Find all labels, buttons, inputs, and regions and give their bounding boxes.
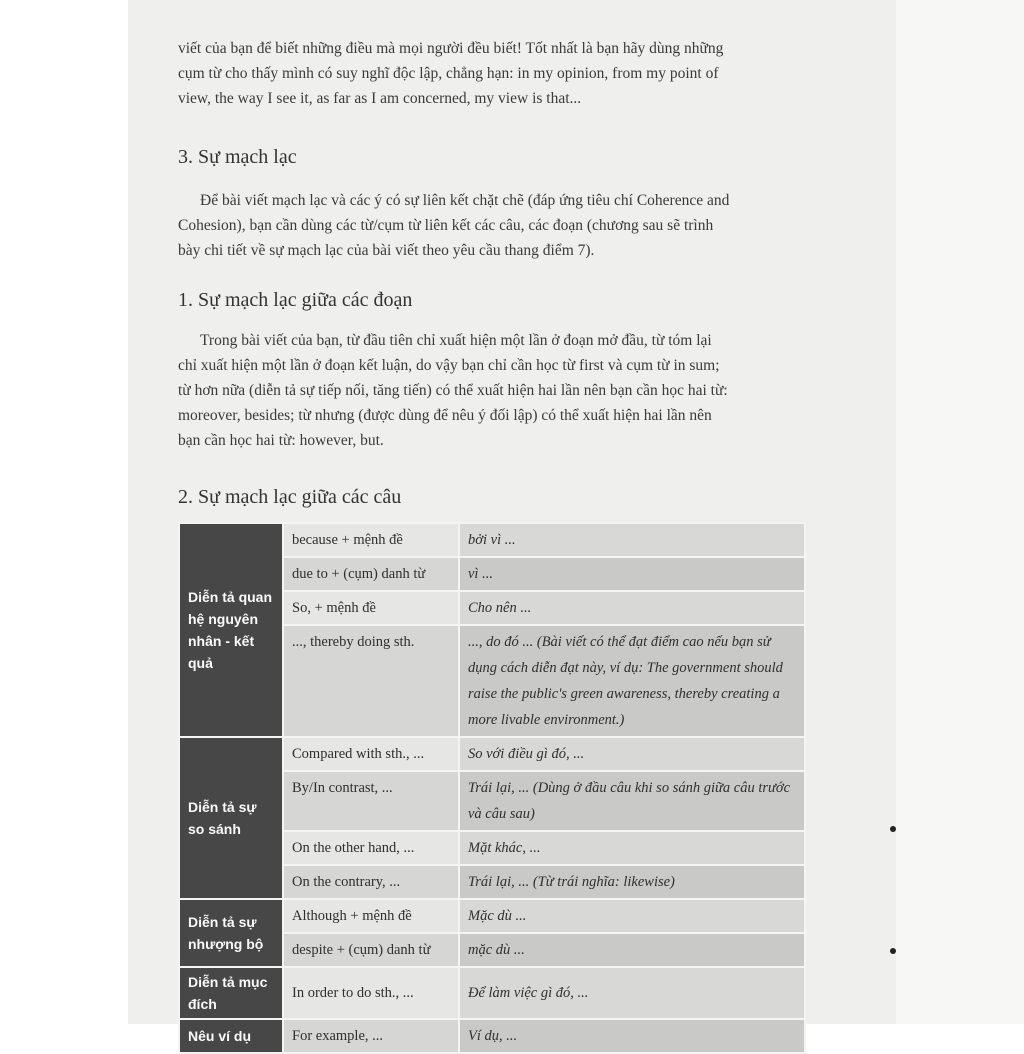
connector-vi: mặc dù ... — [459, 933, 805, 967]
connector-en: On the other hand, ... — [283, 831, 459, 865]
section-3-line-3: bày chi tiết về sự mạch lạc của bài viết theo yêu cầu thang điểm 7). — [178, 242, 595, 259]
category-cause-effect: Diễn tả quan hệ nguyên nhân - kết quả — [179, 523, 283, 737]
bullet-mark-icon — [890, 948, 896, 954]
category-comparison: Diễn tả sự so sánh — [179, 737, 283, 899]
subsection-1-line-2: chỉ xuất hiện một lần ở đoạn kết luận, do vậy bạn chỉ cần học từ first và cụm từ in sum; — [178, 357, 720, 374]
connector-vi: Mặc dù ... — [459, 899, 805, 933]
connector-vi: So với điều gì đó, ... — [459, 737, 805, 771]
connector-en: due to + (cụm) danh từ — [283, 557, 459, 591]
intro-line-1: viết của bạn để biết những điều mà mọi người đều biết! Tốt nhất là bạn hãy dùng những — [178, 40, 724, 57]
connector-en: Compared with sth., ... — [283, 737, 459, 771]
section-3-paragraph — [178, 188, 729, 263]
connector-vi: Ví dụ, ... — [459, 1019, 805, 1053]
category-concession: Diễn tả sự nhượng bộ — [179, 899, 283, 967]
subsection-1-line-1: Trong bài viết của bạn, từ đầu tiên chỉ xuất hiện một lần ở đoạn mở đầu, từ tóm lại — [200, 332, 712, 349]
connector-en: because + mệnh đề — [283, 523, 459, 557]
category-purpose: Diễn tả mục đích — [179, 967, 283, 1019]
connector-en: For example, ... — [283, 1019, 459, 1053]
connector-vi: vì ... — [459, 557, 805, 591]
category-example: Nêu ví dụ — [179, 1019, 283, 1053]
subsection-1-title: 1. Sự mạch lạc giữa các đoạn — [178, 289, 413, 311]
connector-en: By/In contrast, ... — [283, 771, 459, 831]
connector-vi: Cho nên ... — [459, 591, 805, 625]
connector-vi: Trái lại, ... (Dùng ở đầu câu khi so sánh giữa câu trước và câu sau) — [459, 771, 805, 831]
intro-line-2: cụm từ cho thấy mình có suy nghĩ độc lập, chẳng hạn: in my opinion, from my point of — [178, 65, 719, 82]
table-row — [179, 1019, 805, 1053]
connector-en: On the contrary, ... — [283, 865, 459, 899]
connector-vi: Để làm việc gì đó, ... — [459, 967, 805, 1019]
adjacent-page-edge — [896, 0, 1024, 1024]
connector-en: despite + (cụm) danh từ — [283, 933, 459, 967]
subsection-1-line-5: bạn cần học hai từ: however, but. — [178, 432, 384, 449]
subsection-1-line-4: moreover, besides; từ nhưng (được dùng để nêu ý đối lập) có thể xuất hiện hai lần nên — [178, 407, 712, 424]
subsection-2-title: 2. Sự mạch lạc giữa các câu — [178, 486, 402, 508]
connector-en: So, + mệnh đề — [283, 591, 459, 625]
table-row — [179, 899, 805, 933]
connectors-table — [178, 522, 806, 1054]
connector-vi: bởi vì ... — [459, 523, 805, 557]
connector-vi: ..., do đó ... (Bài viết có thể đạt điểm cao nếu bạn sử dụng cách diễn đạt này, ví dụ: The government should raise the public's green awareness, thereby creating a more livable environment.) — [459, 625, 805, 737]
subsection-1-line-3: từ hơn nữa (diễn tả sự tiếp nối, tăng tiến) có thể xuất hiện hai lần nên bạn cần học hai từ: — [178, 382, 728, 399]
connector-en: In order to do sth., ... — [283, 967, 459, 1019]
connector-en: Although + mệnh đề — [283, 899, 459, 933]
connector-vi: Mặt khác, ... — [459, 831, 805, 865]
intro-paragraph — [178, 36, 723, 111]
table-row — [179, 967, 805, 1019]
section-3-title: 3. Sự mạch lạc — [178, 146, 297, 168]
bullet-mark-icon — [890, 826, 896, 832]
section-3-line-2: Cohesion), bạn cần dùng các từ/cụm từ liên kết các câu, các đoạn (chương sau sẽ trình — [178, 217, 714, 234]
subsection-1-paragraph — [178, 328, 728, 453]
intro-line-3: view, the way I see it, as far as I am concerned, my view is that... — [178, 90, 582, 107]
table-row — [179, 523, 805, 557]
connector-vi: Trái lại, ... (Từ trái nghĩa: likewise) — [459, 865, 805, 899]
book-page — [128, 0, 896, 1044]
section-3-line-1: Để bài viết mạch lạc và các ý có sự liên kết chặt chẽ (đáp ứng tiêu chí Coherence and — [200, 192, 730, 209]
connector-en: ..., thereby doing sth. — [283, 625, 459, 737]
table-row — [179, 737, 805, 771]
